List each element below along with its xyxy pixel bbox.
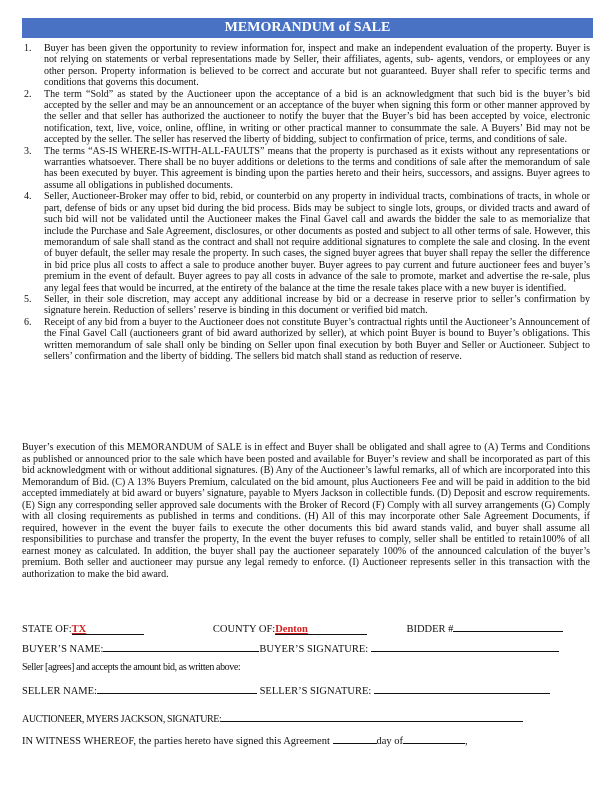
witness-row	[22, 733, 468, 747]
seller-row	[22, 683, 550, 697]
terms-list	[22, 43, 590, 362]
county-label: COUNTY OF:	[212, 624, 276, 635]
month-field[interactable]	[403, 733, 465, 744]
item-text: The terms “AS-IS WHERE-IS-WITH-ALL-FAULTS” means that the property is purchased as it exists without any representations or warranties whatsoever. There shall be no buyer additions or deletions to the terms and conditions of sale after the memorandum of sale has been executed by buyer. This agreement is binding upon the parties hereto and their heirs, successors, and assigns. Buyer agrees to assume all obligations in published documents.	[44, 145, 590, 191]
list-item	[22, 294, 590, 317]
list-item	[22, 89, 590, 146]
item-number: 6.	[24, 316, 32, 328]
location-row	[22, 621, 563, 635]
item-number: 4.	[24, 191, 32, 203]
list-item	[22, 146, 590, 192]
county-field[interactable]	[275, 624, 367, 635]
sellers-signature-label: SELLER’S SIGNATURE:	[259, 686, 372, 697]
item-number: 5.	[24, 293, 32, 305]
auctioneer-signature-field[interactable]	[221, 711, 523, 722]
item-number: 1.	[24, 43, 32, 54]
document-title: MEMORANDUM of SALE	[22, 18, 593, 38]
comma: ,	[465, 736, 468, 747]
list-item	[22, 43, 590, 89]
seller-name-label: SELLER NAME:	[22, 686, 97, 697]
item-text: Buyer has been given the opportunity to review information for, inspect and make an independent evaluation of the property. Buyer is not relying on statements or verbal representations made by Seller, their affiliates, agents, sub- agents, vendors, or employees or any other person. Property information is believed to be correct and accurate but not guaranteed. Buyer shall refer to specific terms and conditions that governs this document.	[44, 43, 590, 89]
state-value: TX	[71, 624, 87, 635]
sellers-signature-field[interactable]	[374, 683, 550, 694]
buyers-name-field[interactable]	[103, 641, 259, 652]
buyers-signature-field[interactable]	[371, 641, 559, 652]
item-text: Seller, in their sole discretion, may accept any additional increase by bid or a decrease in reserve prior to seller’s confirmation by signature herein. Reduction of sellers’ reserve is binding in this document or verified bid match.	[44, 293, 590, 317]
item-number: 3.	[24, 145, 32, 157]
item-text: The term “Sold” as stated by the Auctioneer upon the acceptance of a bid is an acknowledgment that such bid is the buyer’s bid accepted by the seller and may be an announcement or an acceptance of the buyer when signing this form or other manner approved by the seller and that seller has authorized the auctioneer to notify the buyer that the Buyer’s bid has been accepted by voice, electronic notification, text, live, voice, online, offline, in writing or other practical manner to consummate the sale. A Buyers’ Bid may not be accepted by the seller. The seller has reserved the liberty of bidding, subject to confirmation of price, terms, and conditions of sale.	[44, 88, 590, 146]
list-item	[22, 191, 590, 294]
buyer-row	[22, 641, 559, 655]
day-of-text: day of	[376, 736, 404, 747]
bidder-label: BIDDER #	[406, 624, 454, 635]
item-text: Seller, Auctioneer-Broker may offer to bid, rebid, or counterbid on any property in individual tracts, combinations of tracts, in whole or part, defense of bids or any upset bid during the bid process. Bids may be subject to single lots, groups, or divided tracts and award of such bid will not be validated until the Auctioneer makes the Final Gavel call and awards the bidder the sale to as memorialize that include the Purchase and Sale Agreement, disclosures, or other documents as posted and subject to all other terms of sale. However, this memorandum of sale shall stand as the contract and shall not require additional signatures to complete the sale and closing. In the event of buyer default, the seller may resale the property. In such cases, the signed buyer agrees that buyer shall repay the seller the difference in bid price plus all costs to affect a sale to produce another buyer. Buyer agrees to pay current and future auctioneer fees and buyer’s premium in the event of default. Buyer agrees to pay all costs in advance of the sale to promote, market and advertise the re-sale, plus any legal fees that would be incurred, at the entirety of the balance at the time the resale takes place with a new buyer is identified.	[44, 191, 590, 294]
item-number: 2.	[24, 88, 32, 100]
state-label: STATE OF:	[22, 624, 72, 635]
auctioneer-label: AUCTIONEER, MYERS JACKSON, SIGNATURE:	[22, 714, 222, 725]
seller-name-field[interactable]	[97, 683, 257, 694]
bidder-field[interactable]	[453, 621, 563, 632]
state-field[interactable]	[72, 624, 144, 635]
witness-text: IN WITNESS WHEREOF, the parties hereto have signed this Agreement	[22, 736, 330, 747]
seller-accepts-text: Seller [agrees] and accepts the amount bid, as written above:	[22, 662, 241, 673]
county-value: Denton	[275, 624, 308, 635]
execution-paragraph: Buyer’s execution of this MEMORANDUM of SALE is in effect and Buyer shall be obligated and shall agree to (A) Terms and Conditions as published or announced prior to the sale which have been posted and available for Buyer’s review and shall be incorporated as part of this bid acknowledgment with or without additional signatures. (B) Any of the Auctioneer’s lawful remarks, all of which are incorporated into this Memorandum of Bid. (C) A 13% Buyers Premium, calculated on the bid amount, plus Auctioneers Fee and will be paid in addition to the bid accepted immediately at bid award or buyers’ signature, payable to Myers Jackson in collectible funds. (D) Deposit and escrow requirements. (E) Sign any corresponding seller approved sale documents with the Broker of Record (F) Comply with all survey arrangements (G) Comply with all closing requirements as published in terms and conditions. (H) All of this may incorporate other Sale Agreement Documents, if required, however in the event the buyer fails to execute the other documents this bid award stands valid, and buyer shall assume all responsibilities to purchase and transfer the property, In the event the buyer refuses to comply, seller shall be entitled to retain100% of all earnest money as calculated. In addition, the buyer shall pay the auctioneer separately 100% of the announced calculation of the buyer’s premium. Both seller and auctioneer may pursue any legal remedy to enforce. (I) Auctioneer represents seller in this transaction with the authorization to make the bid award.	[22, 442, 591, 580]
buyers-signature-label: BUYER’S SIGNATURE:	[259, 644, 369, 655]
list-item	[22, 317, 590, 363]
day-field[interactable]	[333, 733, 377, 744]
buyers-name-label: BUYER’S NAME:	[22, 644, 104, 655]
item-text: Receipt of any bid from a buyer to the Auctioneer does not constitute Buyer’s contractual rights until the Auctioneer’s Announcement of the Final Gavel Call (auctioneers grant of bid award authorized by seller), at which point Buyer is bound to Buyer’s obligations. This written memorandum of sale shall only be binding on Seller upon final execution by both Buyer and Seller or Auctioneer. Subject to sellers’ confirmation and the liberty of bidding. The sellers bid match shall stand as reduction of reserve.	[44, 316, 590, 362]
auctioneer-row	[22, 711, 523, 725]
